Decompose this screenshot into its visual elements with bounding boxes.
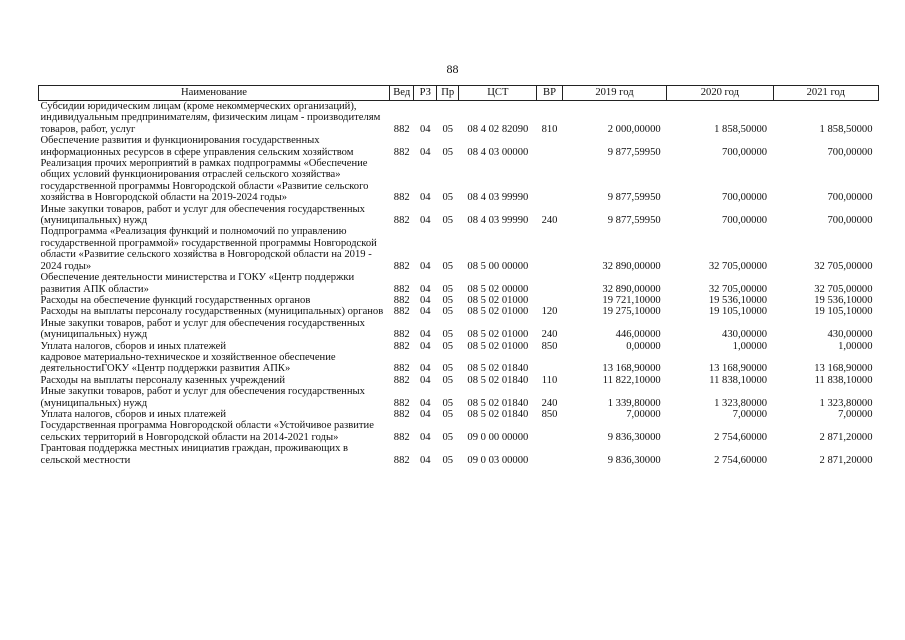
row-2020-value: 1,00000: [732, 340, 768, 352]
row-2021-value: 1 858,50000: [819, 123, 873, 135]
row-pr-cell: 05: [442, 215, 454, 227]
row-2020-value: 430,00000: [722, 329, 768, 341]
row-2020-value: 19 105,10000: [708, 306, 768, 318]
row-cst-cell: 09 0 03 00000: [467, 454, 529, 466]
row-2019-value: 9 836,30000: [607, 454, 661, 466]
row-rz-cell: 04: [419, 408, 431, 420]
row-2019-value: 19 275,10000: [602, 306, 661, 318]
table-row: [39, 204, 879, 227]
row-name-cell: Подпрограмма «Реализация функций и полномочий по управлению государственной программой» государственной программы Новгородской области «Развитие сельского хозяйства в Новгородской области на 2019 - 2024 годы»: [40, 226, 377, 272]
column-header-vr: ВР: [537, 86, 563, 101]
row-ved-cell: 882: [393, 397, 410, 409]
row-2021-value: 700,00000: [827, 215, 873, 227]
row-ved-cell: 882: [393, 329, 410, 341]
row-pr-cell: 05: [442, 329, 454, 341]
row-cst-cell: 09 0 00 00000: [467, 431, 529, 443]
row-name-cell: Уплата налогов, сборов и иных платежей: [40, 408, 227, 420]
row-vr-cell: [537, 295, 563, 306]
row-vr-cell: 240: [541, 329, 558, 341]
row-name-cell: Иные закупки товаров, работ и услуг для обеспечения государственных (муниципальных) нужд: [40, 203, 365, 227]
row-cst-cell: 08 5 00 00000: [467, 260, 529, 272]
row-name-cell: Грантовая поддержка местных инициатив граждан, проживающих в сельской местности: [40, 443, 349, 466]
row-2020-value: 700,00000: [722, 215, 768, 227]
row-vr-cell: [537, 226, 563, 272]
row-2021-value: 13 168,90000: [814, 363, 873, 375]
row-name-cell: Реализация прочих мероприятий в рамках подпрограммы «Обеспечение общих условий функционирования отраслей сельского хозяйства» государственной программы Новгородской области «Развитие сельского хозяйства в Новгородской области на 2019-2024 годы»: [40, 158, 369, 204]
row-rz-cell: 04: [419, 306, 431, 318]
row-vr-cell: [537, 135, 563, 158]
row-vr-cell: [537, 158, 563, 204]
row-rz-cell: 04: [419, 397, 431, 409]
row-name-cell: Обеспечение развития и функционирования государственных информационных ресурсов в сфере управления сельским хозяйством: [40, 135, 354, 158]
row-rz-cell: 04: [419, 363, 431, 375]
row-rz-cell: 04: [419, 431, 431, 443]
row-rz-cell: 04: [419, 374, 431, 386]
row-pr-cell: 05: [442, 454, 454, 466]
row-pr-cell: 05: [442, 340, 454, 352]
row-2020-value: 19 536,10000: [708, 294, 768, 306]
row-cst-cell: 08 4 03 00000: [467, 146, 529, 158]
row-2021-value: 19 105,10000: [814, 306, 873, 318]
row-ved-cell: 882: [393, 192, 410, 204]
row-name-cell: Иные закупки товаров, работ и услуг для обеспечения государственных (муниципальных) нужд: [40, 317, 365, 341]
row-vr-cell: 810: [541, 123, 558, 135]
row-name-cell: Расходы на обеспечение функций государственных органов: [40, 294, 311, 306]
table-row: [39, 420, 879, 443]
row-2019-value: 9 836,30000: [607, 431, 661, 443]
row-2019-value: 2 000,00000: [607, 123, 661, 135]
row-2021-value: 32 705,00000: [814, 260, 873, 272]
column-header-ved: Вед: [389, 86, 414, 101]
row-rz-cell: 04: [419, 260, 431, 272]
row-name-cell: Обеспечение деятельности министерства и ГОКУ «Центр поддержки развития АПК области»: [40, 272, 355, 295]
row-name-cell: Иные закупки товаров, работ и услуг для обеспечения государственных (муниципальных) нужд: [40, 386, 365, 409]
row-ved-cell: 882: [393, 215, 410, 227]
row-2021-value: 1,00000: [838, 340, 873, 352]
row-2021-value: 430,00000: [827, 329, 873, 341]
table-row: [39, 341, 879, 352]
table-row: [39, 386, 879, 409]
table-row: [39, 443, 879, 466]
row-vr-cell: 110: [541, 374, 558, 386]
row-vr-cell: 850: [541, 340, 558, 352]
table-row: [39, 306, 879, 317]
row-2020-value: 1 323,80000: [714, 397, 768, 409]
row-2019-value: 11 822,10000: [602, 374, 661, 386]
row-pr-cell: 05: [442, 374, 454, 386]
row-2020-value: 2 754,60000: [714, 454, 768, 466]
row-vr-cell: [537, 272, 563, 295]
column-header-cst: ЦСТ: [459, 86, 537, 101]
row-2021-value: 32 705,00000: [814, 283, 873, 295]
row-2021-value: 1 323,80000: [819, 397, 873, 409]
row-2021-value: 19 536,10000: [814, 294, 873, 306]
row-rz-cell: 04: [419, 283, 431, 295]
row-rz-cell: 04: [419, 294, 431, 306]
row-cst-cell: 08 4 02 82090: [467, 123, 529, 135]
row-ved-cell: 882: [393, 123, 410, 135]
row-name-cell: Субсидии юридическим лицам (кроме некоммерческих организаций), индивидуальным предпринимателям, физическим лицам - производителям товаров, работ, услуг: [40, 101, 381, 135]
row-2020-value: 32 705,00000: [708, 260, 768, 272]
column-header-2021: 2021 год: [773, 86, 878, 101]
table-row: [39, 101, 879, 136]
column-header-pr: Пр: [436, 86, 459, 101]
row-2019-value: 446,00000: [615, 329, 661, 341]
row-pr-cell: 05: [442, 408, 454, 420]
row-name-cell: Государственная программа Новгородской области «Устойчивое развитие сельских территорий в Новгородской области на 2014-2021 годы»: [40, 420, 374, 443]
row-pr-cell: 05: [442, 123, 454, 135]
table-row: [39, 318, 879, 341]
row-2021-value: 700,00000: [827, 192, 873, 204]
row-vr-cell: 240: [541, 215, 558, 227]
row-2021-value: 2 871,20000: [819, 431, 873, 443]
row-vr-cell: 850: [541, 408, 558, 420]
row-cst-cell: 08 4 03 99990: [467, 215, 529, 227]
row-rz-cell: 04: [419, 340, 431, 352]
row-2019-value: 32 890,00000: [602, 260, 661, 272]
row-cst-cell: 08 5 02 01000: [467, 340, 529, 352]
row-rz-cell: 04: [419, 329, 431, 341]
table-row: [39, 135, 879, 158]
row-2019-value: 1 339,80000: [607, 397, 661, 409]
table-row: [39, 272, 879, 295]
budget-table: [38, 85, 879, 466]
row-ved-cell: 882: [393, 260, 410, 272]
row-ved-cell: 882: [393, 408, 410, 420]
table-row: [39, 409, 879, 420]
row-2019-value: 19 721,10000: [602, 294, 661, 306]
row-ved-cell: 882: [393, 306, 410, 318]
row-cst-cell: 08 5 02 01000: [467, 294, 529, 306]
table-body: [39, 101, 879, 467]
row-vr-cell: 240: [541, 397, 558, 409]
row-name-cell: Уплата налогов, сборов и иных платежей: [40, 340, 227, 352]
row-cst-cell: 08 5 02 00000: [467, 283, 529, 295]
row-name-cell: Расходы на выплаты персоналу государственных (муниципальных) органов: [40, 306, 384, 318]
row-2019-value: 0,00000: [626, 340, 661, 352]
row-cst-cell: 08 5 02 01000: [467, 306, 529, 318]
row-2020-value: 1 858,50000: [714, 123, 768, 135]
row-2020-value: 700,00000: [722, 192, 768, 204]
row-pr-cell: 05: [442, 431, 454, 443]
row-ved-cell: 882: [393, 363, 410, 375]
row-cst-cell: 08 5 02 01840: [467, 408, 529, 420]
row-cst-cell: 08 5 02 01840: [467, 363, 529, 375]
row-2020-value: 7,00000: [732, 408, 768, 420]
row-vr-cell: [537, 443, 563, 466]
row-2019-value: 9 877,59950: [607, 192, 661, 204]
row-2021-value: 700,00000: [827, 146, 873, 158]
row-2019-value: 7,00000: [626, 408, 661, 420]
row-pr-cell: 05: [442, 283, 454, 295]
row-2019-value: 32 890,00000: [602, 283, 661, 295]
column-header-2020: 2020 год: [667, 86, 773, 101]
row-pr-cell: 05: [442, 306, 454, 318]
table-row: [39, 226, 879, 272]
row-rz-cell: 04: [419, 123, 431, 135]
row-cst-cell: 08 5 02 01840: [467, 374, 529, 386]
column-header-rz: РЗ: [414, 86, 437, 101]
row-rz-cell: 04: [419, 192, 431, 204]
table-row: [39, 352, 879, 375]
row-2021-value: 2 871,20000: [819, 454, 873, 466]
row-2019-value: 9 877,59950: [607, 146, 661, 158]
table-header-row: [39, 86, 879, 101]
page-number: 88: [446, 62, 459, 76]
row-cst-cell: 08 5 02 01840: [467, 397, 529, 409]
column-header-name: Наименование: [39, 86, 390, 101]
column-header-2019: 2019 год: [562, 86, 666, 101]
row-ved-cell: 882: [393, 374, 410, 386]
row-pr-cell: 05: [442, 260, 454, 272]
row-ved-cell: 882: [393, 146, 410, 158]
row-ved-cell: 882: [393, 431, 410, 443]
row-name-cell: Расходы на выплаты персоналу казенных учреждений: [40, 374, 285, 386]
table-row: [39, 158, 879, 204]
row-2021-value: 11 838,10000: [814, 374, 873, 386]
row-2020-value: 11 838,10000: [709, 374, 768, 386]
row-2020-value: 700,00000: [722, 146, 768, 158]
row-ved-cell: 882: [393, 294, 410, 306]
table-row: [39, 375, 879, 386]
row-pr-cell: 05: [442, 294, 454, 306]
row-vr-cell: [537, 352, 563, 375]
row-rz-cell: 04: [419, 454, 431, 466]
row-2019-value: 9 877,59950: [607, 215, 661, 227]
row-pr-cell: 05: [442, 146, 454, 158]
row-pr-cell: 05: [442, 192, 454, 204]
row-2020-value: 32 705,00000: [708, 283, 768, 295]
row-ved-cell: 882: [393, 454, 410, 466]
row-vr-cell: 120: [541, 306, 558, 318]
row-name-cell: кадровое материально-техническое и хозяйственное обеспечение деятельностиГОКУ «Центр поддержки развития АПК»: [40, 351, 336, 375]
row-ved-cell: 882: [393, 340, 410, 352]
row-cst-cell: 08 5 02 01000: [467, 329, 529, 341]
row-2021-value: 7,00000: [838, 408, 873, 420]
row-2020-value: 13 168,90000: [708, 363, 768, 375]
row-ved-cell: 882: [393, 283, 410, 295]
row-rz-cell: 04: [419, 146, 431, 158]
row-pr-cell: 05: [442, 397, 454, 409]
row-2019-value: 13 168,90000: [602, 363, 661, 375]
row-cst-cell: 08 4 03 99990: [467, 192, 529, 204]
table-row: [39, 295, 879, 306]
row-pr-cell: 05: [442, 363, 454, 375]
row-2020-value: 2 754,60000: [714, 431, 768, 443]
row-rz-cell: 04: [419, 215, 431, 227]
row-vr-cell: [537, 420, 563, 443]
